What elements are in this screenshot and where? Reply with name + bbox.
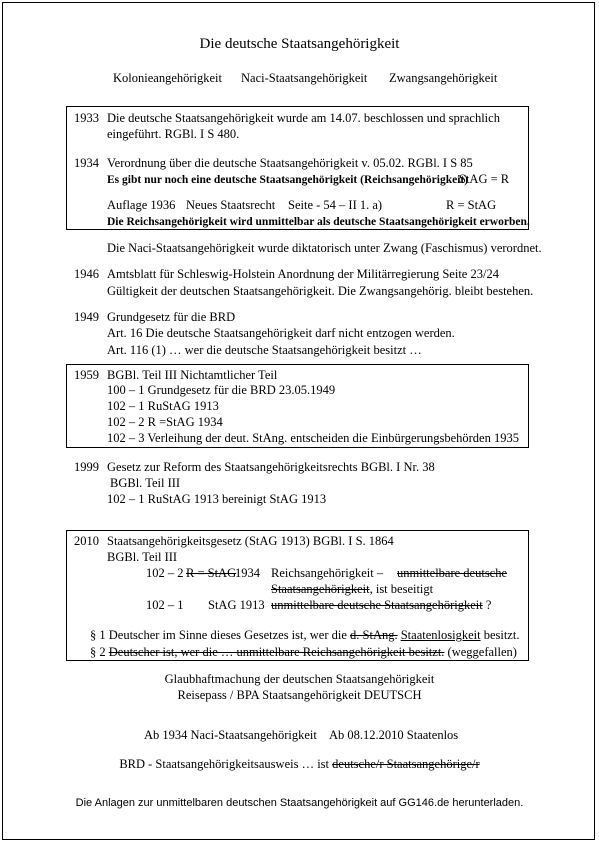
ab-1934: Ab 1934 Naci-Staatsangehörigkeit	[144, 728, 317, 742]
year-2010: 2010	[74, 534, 99, 548]
neues-staatsrecht: Neues Staatsrecht	[186, 198, 276, 212]
text-2010-line1: Staatsangehörigkeitsgesetz (StAG 1913) BGBl. I S. 1864	[107, 534, 394, 548]
text-1946-line1: Amtsblatt für Schleswig-Holstein Anordnung der Militärregierung Seite 23/24	[107, 267, 499, 281]
text-1949-line3: Art. 116 (1) … wer die deutsche Staatsangehörigkeit besitzt …	[107, 343, 422, 357]
seite-ref: Seite - 54 – II 1. a)	[288, 198, 383, 212]
text-1959-line3: 102 – 1 RuStAG 1913	[107, 399, 219, 413]
row-102-1-tail: ?	[482, 598, 492, 612]
row-102-2-struck-ref: R = StAG	[186, 566, 237, 580]
text-1933-line1: Die deutsche Staatsangehörigkeit wurde am 14.07. beschlossen und sprachlich	[107, 111, 500, 125]
text-1949-line2: Art. 16 Die deutsche Staatsangehörigkeit darf nicht entzogen werden.	[107, 326, 455, 340]
text-1999-line2: BGBl. Teil III	[110, 476, 181, 490]
row-102-2-number: 102 – 2	[146, 566, 184, 580]
subtitle-zwang: Zwangsangehörigkeit	[389, 71, 498, 85]
row-102-1-struck: unmittelbare deutsche Staatsangehörigkeit	[271, 598, 483, 612]
text-1959-line2: 100 – 1 Grundgesetz für die BRD 23.05.1949	[107, 383, 336, 397]
year-1933: 1933	[74, 111, 99, 125]
row-102-2-line2	[271, 581, 433, 597]
row-102-2-text: Reichsangehörigkeit –	[271, 566, 384, 580]
row-102-1-line	[271, 597, 491, 613]
year-1999: 1999	[74, 460, 99, 474]
subtitle-kolonie: Kolonieangehörigkeit	[113, 71, 222, 85]
text-1934-line2: Es gibt nur noch eine deutsche Staatsangehörigkeit (Reichsangehörigkeit)	[107, 174, 469, 186]
text-1949-line1: Grundgesetz für die BRD	[107, 310, 236, 324]
paragraph-2-pre: § 2	[90, 645, 109, 659]
brd-pre: BRD - Staatsangehörigkeitsausweis … ist	[119, 757, 333, 771]
text-2010-line2: BGBl. Teil III	[107, 550, 178, 564]
brd-struck: deutsche/r Staatsangehörige/r	[332, 757, 480, 771]
auflage-1936: Auflage 1936	[107, 198, 176, 212]
page-title: Die deutsche Staatsangehörigkeit	[199, 36, 400, 52]
paragraph-1-underlined: Staatenlosigkeit	[400, 628, 481, 642]
text-1999-line1: Gesetz zur Reform des Staatsangehörigkeitsrechts BGBl. I Nr. 38	[107, 460, 435, 474]
ab-2010: Ab 08.12.2010 Staatenlos	[329, 728, 459, 742]
text-1934-line4: Die Reichsangehörigkeit wird unmittelbar als deutsche Staatsangehörigkeit erworben.	[107, 216, 530, 228]
row-102-2-tail: , ist beseitigt	[369, 582, 434, 596]
stag-equals-r: StAG = R	[459, 172, 510, 186]
footer-post: herunterladen.	[452, 797, 524, 809]
paragraph-1-struck: d. StAng.	[350, 628, 398, 642]
r-equals-stag: R = StAG	[446, 198, 497, 212]
year-1959: 1959	[74, 368, 99, 382]
paragraph-2-tail: (weggefallen)	[444, 645, 517, 659]
paragraph-2-struck: Deutscher ist, wer die … unmittelbare Reichsangehörigkeit besitzt.	[108, 645, 445, 659]
paragraph-1	[90, 627, 519, 643]
text-1933-line2: eingeführt. RGBl. I S 480.	[107, 127, 240, 141]
text-1999-line3: 102 – 1 RuStAG 1913 bereinigt StAG 1913	[107, 492, 327, 506]
footer-line	[0, 795, 599, 811]
text-1959-line1: BGBl. Teil III Nichtamtlicher Teil	[107, 368, 278, 382]
diktat-text: Die Naci-Staatsangehörigkeit wurde diktatorisch unter Zwang (Faschismus) verordnet.	[107, 241, 542, 255]
text-1959-line5: 102 – 3 Verleihung der deut. StAng. entscheiden die Einbürgerungsbehörden 1935	[107, 431, 519, 445]
footer-site-link[interactable]: GG146.de	[398, 797, 450, 809]
row-102-2-struck-text: unmittelbare deutsche	[397, 566, 508, 580]
text-1934-line1: Verordnung über die deutsche Staatsangehörigkeit v. 05.02. RGBl. I S 85	[107, 156, 473, 170]
text-1946-line2: Gültigkeit der deutschen Staatsangehörigkeit. Die Zwangsangehörig. bleibt bestehen.	[107, 284, 534, 298]
glaubhaftmachung-line2: Reisepass / BPA Staatsangehörigkeit DEUTSCH	[177, 688, 422, 702]
brd-line	[0, 756, 599, 772]
glaubhaftmachung-line1: Glaubhaftmachung der deutschen Staatsangehörigkeit	[164, 672, 435, 686]
year-1946: 1946	[74, 267, 99, 281]
footer-pre: Die Anlagen zur unmittelbaren deutschen Staatsangehörigkeit auf	[75, 797, 396, 809]
row-102-2-struck-line2: Staatsangehörigkeit	[271, 582, 370, 596]
subtitle-naci: Naci-Staatsangehörigkeit	[241, 71, 368, 85]
year-1934: 1934	[74, 156, 99, 170]
year-1949: 1949	[74, 310, 99, 324]
row-102-1-text: StAG 1913	[208, 598, 265, 612]
paragraph-1-tail: besitzt.	[480, 628, 520, 642]
row-102-1-number: 102 – 1	[146, 598, 184, 612]
paragraph-2	[90, 644, 517, 660]
row-102-2-year: 1934	[235, 566, 260, 580]
text-1959-line4: 102 – 2 R =StAG 1934	[107, 415, 223, 429]
paragraph-1-pre: § 1 Deutscher im Sinne dieses Gesetzes ist, wer die	[90, 628, 351, 642]
